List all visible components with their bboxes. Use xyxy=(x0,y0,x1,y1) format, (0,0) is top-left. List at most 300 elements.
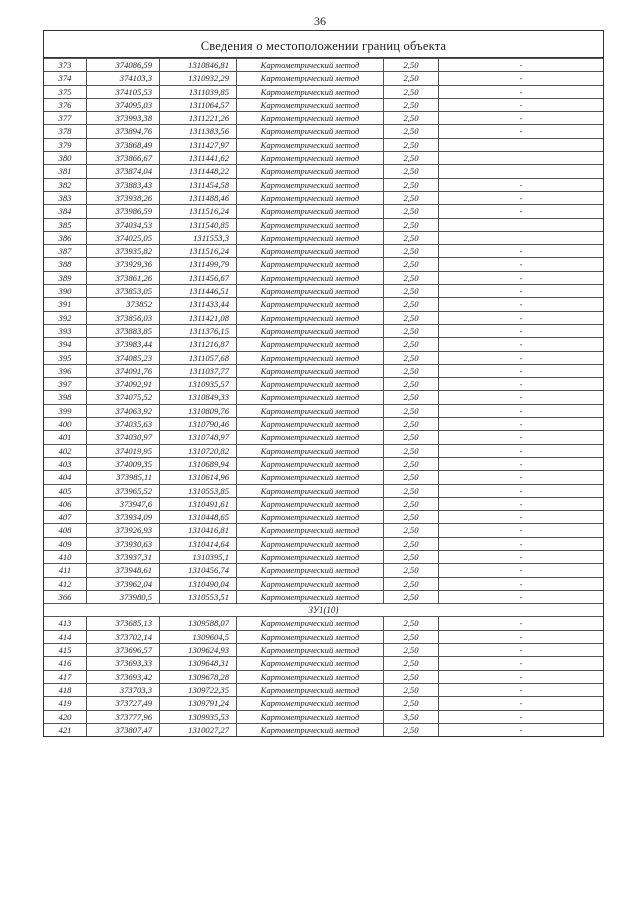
table-row xyxy=(44,165,603,178)
point-number-cell: 411 xyxy=(44,564,87,577)
table-row xyxy=(44,524,603,537)
y-coordinate-cell: 1310448,65 xyxy=(160,511,237,524)
x-coordinate-cell: 373696,57 xyxy=(87,644,160,657)
method-cell: Картометрический метод xyxy=(237,391,384,404)
x-coordinate-cell: 373866,67 xyxy=(87,152,160,165)
accuracy-cell: 2,50 xyxy=(384,471,439,484)
x-coordinate-cell: 373965,52 xyxy=(87,484,160,497)
note-cell: - xyxy=(439,404,604,417)
method-cell: Картометрический метод xyxy=(237,351,384,364)
method-cell: Картометрический метод xyxy=(237,298,384,311)
y-coordinate-cell: 1311427,97 xyxy=(160,138,237,151)
x-coordinate-cell: 373852 xyxy=(87,298,160,311)
y-coordinate-cell: 1310553,51 xyxy=(160,590,237,603)
y-coordinate-cell: 1309624,93 xyxy=(160,644,237,657)
accuracy-cell: 2,50 xyxy=(384,404,439,417)
table-row xyxy=(44,125,603,138)
note-cell: - xyxy=(439,670,604,683)
note-cell xyxy=(439,231,604,244)
method-cell: Картометрический метод xyxy=(237,404,384,417)
note-cell: - xyxy=(439,644,604,657)
x-coordinate-cell: 373983,44 xyxy=(87,338,160,351)
note-cell: - xyxy=(439,112,604,125)
accuracy-cell: 2,50 xyxy=(384,444,439,457)
method-cell: Картометрический метод xyxy=(237,537,384,550)
x-coordinate-cell: 373937,31 xyxy=(87,550,160,563)
note-cell: - xyxy=(439,577,604,590)
y-coordinate-cell: 1311441,62 xyxy=(160,152,237,165)
table-row xyxy=(44,670,603,683)
x-coordinate-cell: 373868,49 xyxy=(87,138,160,151)
method-cell: Картометрический метод xyxy=(237,444,384,457)
method-cell: Картометрический метод xyxy=(237,98,384,111)
note-cell: - xyxy=(439,511,604,524)
table-row xyxy=(44,723,603,736)
accuracy-cell: 2,50 xyxy=(384,338,439,351)
accuracy-cell: 2,50 xyxy=(384,564,439,577)
note-cell: - xyxy=(439,564,604,577)
note-cell: - xyxy=(439,285,604,298)
point-number-cell: 418 xyxy=(44,683,87,696)
accuracy-cell: 2,50 xyxy=(384,590,439,603)
point-number-cell: 408 xyxy=(44,524,87,537)
y-coordinate-cell: 1311064,57 xyxy=(160,98,237,111)
accuracy-cell: 2,50 xyxy=(384,524,439,537)
table-row xyxy=(44,444,603,457)
note-cell: - xyxy=(439,590,604,603)
note-cell: - xyxy=(439,497,604,510)
x-coordinate-cell: 374030,97 xyxy=(87,431,160,444)
method-cell: Картометрический метод xyxy=(237,191,384,204)
method-cell: Картометрический метод xyxy=(237,59,384,72)
table-row xyxy=(44,657,603,670)
point-number-cell: 419 xyxy=(44,697,87,710)
table-row xyxy=(44,205,603,218)
note-cell: - xyxy=(439,710,604,723)
note-cell: - xyxy=(439,351,604,364)
note-cell: - xyxy=(439,72,604,85)
x-coordinate-cell: 373727,49 xyxy=(87,697,160,710)
y-coordinate-cell: 1311037,77 xyxy=(160,364,237,377)
y-coordinate-cell: 1311448,22 xyxy=(160,165,237,178)
table-row xyxy=(44,391,603,404)
point-number-cell: 397 xyxy=(44,378,87,391)
x-coordinate-cell: 373930,63 xyxy=(87,537,160,550)
y-coordinate-cell: 1310689,94 xyxy=(160,457,237,470)
point-number-cell: 392 xyxy=(44,311,87,324)
y-coordinate-cell: 1310553,85 xyxy=(160,484,237,497)
x-coordinate-cell: 373985,11 xyxy=(87,471,160,484)
method-cell: Картометрический метод xyxy=(237,617,384,630)
y-coordinate-cell: 1311421,08 xyxy=(160,311,237,324)
note-cell xyxy=(439,218,604,231)
method-cell: Картометрический метод xyxy=(237,218,384,231)
accuracy-cell: 2,50 xyxy=(384,497,439,510)
table-row xyxy=(44,644,603,657)
table-row xyxy=(44,550,603,563)
point-number-cell: 410 xyxy=(44,550,87,563)
method-cell: Картометрический метод xyxy=(237,152,384,165)
point-number-cell: 413 xyxy=(44,617,87,630)
point-number-cell: 376 xyxy=(44,98,87,111)
note-cell: - xyxy=(439,205,604,218)
note-cell: - xyxy=(439,271,604,284)
accuracy-cell: 2,50 xyxy=(384,245,439,258)
table-row xyxy=(44,471,603,484)
method-cell: Картометрический метод xyxy=(237,205,384,218)
note-cell: - xyxy=(439,418,604,431)
point-number-cell: 393 xyxy=(44,324,87,337)
point-number-cell: 417 xyxy=(44,670,87,683)
method-cell: Картометрический метод xyxy=(237,258,384,271)
point-number-cell: 402 xyxy=(44,444,87,457)
coordinates-table xyxy=(44,58,603,736)
point-number-cell: 388 xyxy=(44,258,87,271)
method-cell: Картометрический метод xyxy=(237,644,384,657)
method-cell: Картометрический метод xyxy=(237,165,384,178)
method-cell: Картометрический метод xyxy=(237,564,384,577)
method-cell: Картометрический метод xyxy=(237,577,384,590)
y-coordinate-cell: 1310849,33 xyxy=(160,391,237,404)
accuracy-cell: 2,50 xyxy=(384,218,439,231)
note-cell: - xyxy=(439,550,604,563)
point-number-cell: 396 xyxy=(44,364,87,377)
accuracy-cell: 2,50 xyxy=(384,59,439,72)
accuracy-cell: 2,50 xyxy=(384,550,439,563)
x-coordinate-cell: 373685,13 xyxy=(87,617,160,630)
y-coordinate-cell: 1311383,56 xyxy=(160,125,237,138)
table-row xyxy=(44,537,603,550)
x-coordinate-cell: 373861,26 xyxy=(87,271,160,284)
accuracy-cell: 2,50 xyxy=(384,457,439,470)
point-number-cell: 386 xyxy=(44,231,87,244)
table-row xyxy=(44,378,603,391)
x-coordinate-cell: 373702,14 xyxy=(87,630,160,643)
y-coordinate-cell: 1310935,57 xyxy=(160,378,237,391)
x-coordinate-cell: 374092,91 xyxy=(87,378,160,391)
y-coordinate-cell: 1311456,67 xyxy=(160,271,237,284)
x-coordinate-cell: 373894,76 xyxy=(87,125,160,138)
note-cell: - xyxy=(439,431,604,444)
coordinates-table-frame xyxy=(43,30,604,737)
note-cell: - xyxy=(439,298,604,311)
accuracy-cell: 2,50 xyxy=(384,85,439,98)
table-row xyxy=(44,152,603,165)
method-cell: Картометрический метод xyxy=(237,723,384,736)
section-label: ЗУ1(10) xyxy=(44,604,603,617)
method-cell: Картометрический метод xyxy=(237,710,384,723)
x-coordinate-cell: 373856,03 xyxy=(87,311,160,324)
point-number-cell: 387 xyxy=(44,245,87,258)
point-number-cell: 399 xyxy=(44,404,87,417)
accuracy-cell: 2,50 xyxy=(384,298,439,311)
y-coordinate-cell: 1309791,24 xyxy=(160,697,237,710)
y-coordinate-cell: 1311216,87 xyxy=(160,338,237,351)
table-row xyxy=(44,697,603,710)
table-row xyxy=(44,418,603,431)
table-title: Сведения о местоположении границ объекта xyxy=(44,31,603,58)
point-number-cell: 373 xyxy=(44,59,87,72)
point-number-cell: 381 xyxy=(44,165,87,178)
method-cell: Картометрический метод xyxy=(237,484,384,497)
method-cell: Картометрический метод xyxy=(237,178,384,191)
note-cell: - xyxy=(439,191,604,204)
y-coordinate-cell: 1309722,35 xyxy=(160,683,237,696)
accuracy-cell: 2,50 xyxy=(384,311,439,324)
x-coordinate-cell: 374103,3 xyxy=(87,72,160,85)
table-row xyxy=(44,298,603,311)
y-coordinate-cell: 1311553,3 xyxy=(160,231,237,244)
accuracy-cell: 2,50 xyxy=(384,112,439,125)
note-cell: - xyxy=(439,723,604,736)
x-coordinate-cell: 373883,43 xyxy=(87,178,160,191)
note-cell: - xyxy=(439,683,604,696)
method-cell: Картометрический метод xyxy=(237,324,384,337)
table-row xyxy=(44,191,603,204)
point-number-cell: 375 xyxy=(44,85,87,98)
accuracy-cell: 2,50 xyxy=(384,378,439,391)
note-cell: - xyxy=(439,258,604,271)
accuracy-cell: 2,50 xyxy=(384,577,439,590)
method-cell: Картометрический метод xyxy=(237,271,384,284)
x-coordinate-cell: 374086,59 xyxy=(87,59,160,72)
note-cell xyxy=(439,138,604,151)
method-cell: Картометрический метод xyxy=(237,138,384,151)
y-coordinate-cell: 1310456,74 xyxy=(160,564,237,577)
accuracy-cell: 2,50 xyxy=(384,231,439,244)
point-number-cell: 394 xyxy=(44,338,87,351)
y-coordinate-cell: 1310027,27 xyxy=(160,723,237,736)
x-coordinate-cell: 374095,03 xyxy=(87,98,160,111)
note-cell: - xyxy=(439,178,604,191)
method-cell: Картометрический метод xyxy=(237,231,384,244)
accuracy-cell: 2,50 xyxy=(384,670,439,683)
note-cell: - xyxy=(439,378,604,391)
method-cell: Картометрический метод xyxy=(237,670,384,683)
accuracy-cell: 2,50 xyxy=(384,351,439,364)
x-coordinate-cell: 373693,42 xyxy=(87,670,160,683)
accuracy-cell: 2,50 xyxy=(384,391,439,404)
point-number-cell: 383 xyxy=(44,191,87,204)
accuracy-cell: 2,50 xyxy=(384,630,439,643)
method-cell: Картометрический метод xyxy=(237,85,384,98)
method-cell: Картометрический метод xyxy=(237,431,384,444)
x-coordinate-cell: 373926,93 xyxy=(87,524,160,537)
method-cell: Картометрический метод xyxy=(237,497,384,510)
x-coordinate-cell: 374085,23 xyxy=(87,351,160,364)
note-cell: - xyxy=(439,364,604,377)
note-cell: - xyxy=(439,98,604,111)
x-coordinate-cell: 373935,82 xyxy=(87,245,160,258)
table-row xyxy=(44,85,603,98)
table-row xyxy=(44,311,603,324)
point-number-cell: 379 xyxy=(44,138,87,151)
accuracy-cell: 2,50 xyxy=(384,191,439,204)
accuracy-cell: 2,50 xyxy=(384,205,439,218)
accuracy-cell: 2,50 xyxy=(384,617,439,630)
y-coordinate-cell: 1311540,85 xyxy=(160,218,237,231)
accuracy-cell: 2,50 xyxy=(384,125,439,138)
y-coordinate-cell: 1311454,58 xyxy=(160,178,237,191)
x-coordinate-cell: 374075,52 xyxy=(87,391,160,404)
table-row xyxy=(44,138,603,151)
y-coordinate-cell: 1310395,1 xyxy=(160,550,237,563)
method-cell: Картометрический метод xyxy=(237,697,384,710)
y-coordinate-cell: 1311039,85 xyxy=(160,85,237,98)
accuracy-cell: 2,50 xyxy=(384,138,439,151)
table-row xyxy=(44,404,603,417)
note-cell xyxy=(439,152,604,165)
table-row xyxy=(44,431,603,444)
x-coordinate-cell: 373947,6 xyxy=(87,497,160,510)
y-coordinate-cell: 1311057,68 xyxy=(160,351,237,364)
x-coordinate-cell: 373807,47 xyxy=(87,723,160,736)
table-row xyxy=(44,218,603,231)
point-number-cell: 377 xyxy=(44,112,87,125)
method-cell: Картометрический метод xyxy=(237,418,384,431)
method-cell: Картометрический метод xyxy=(237,364,384,377)
note-cell: - xyxy=(439,697,604,710)
note-cell: - xyxy=(439,338,604,351)
x-coordinate-cell: 373938,26 xyxy=(87,191,160,204)
note-cell: - xyxy=(439,85,604,98)
table-row xyxy=(44,285,603,298)
x-coordinate-cell: 373986,59 xyxy=(87,205,160,218)
x-coordinate-cell: 373693,33 xyxy=(87,657,160,670)
point-number-cell: 382 xyxy=(44,178,87,191)
x-coordinate-cell: 373883,85 xyxy=(87,324,160,337)
method-cell: Картометрический метод xyxy=(237,524,384,537)
y-coordinate-cell: 1310790,46 xyxy=(160,418,237,431)
x-coordinate-cell: 374091,76 xyxy=(87,364,160,377)
point-number-cell: 421 xyxy=(44,723,87,736)
y-coordinate-cell: 1309588,07 xyxy=(160,617,237,630)
method-cell: Картометрический метод xyxy=(237,338,384,351)
table-row xyxy=(44,98,603,111)
point-number-cell: 385 xyxy=(44,218,87,231)
x-coordinate-cell: 373962,04 xyxy=(87,577,160,590)
x-coordinate-cell: 374035,63 xyxy=(87,418,160,431)
accuracy-cell: 2,50 xyxy=(384,152,439,165)
note-cell: - xyxy=(439,59,604,72)
note-cell xyxy=(439,165,604,178)
point-number-cell: 366 xyxy=(44,590,87,603)
point-number-cell: 404 xyxy=(44,471,87,484)
method-cell: Картометрический метод xyxy=(237,550,384,563)
accuracy-cell: 2,50 xyxy=(384,431,439,444)
accuracy-cell: 2,50 xyxy=(384,484,439,497)
table-row xyxy=(44,59,603,72)
x-coordinate-cell: 373980,5 xyxy=(87,590,160,603)
accuracy-cell: 2,50 xyxy=(384,165,439,178)
point-number-cell: 414 xyxy=(44,630,87,643)
note-cell: - xyxy=(439,484,604,497)
method-cell: Картометрический метод xyxy=(237,683,384,696)
x-coordinate-cell: 373929,36 xyxy=(87,258,160,271)
method-cell: Картометрический метод xyxy=(237,285,384,298)
y-coordinate-cell: 1309604,5 xyxy=(160,630,237,643)
accuracy-cell: 2,50 xyxy=(384,657,439,670)
note-cell: - xyxy=(439,324,604,337)
y-coordinate-cell: 1310846,81 xyxy=(160,59,237,72)
accuracy-cell: 2,50 xyxy=(384,683,439,696)
y-coordinate-cell: 1311446,51 xyxy=(160,285,237,298)
table-row xyxy=(44,364,603,377)
y-coordinate-cell: 1311221,26 xyxy=(160,112,237,125)
point-number-cell: 405 xyxy=(44,484,87,497)
method-cell: Картометрический метод xyxy=(237,112,384,125)
y-coordinate-cell: 1310720,82 xyxy=(160,444,237,457)
y-coordinate-cell: 1311376,15 xyxy=(160,324,237,337)
point-number-cell: 380 xyxy=(44,152,87,165)
point-number-cell: 398 xyxy=(44,391,87,404)
note-cell: - xyxy=(439,311,604,324)
note-cell: - xyxy=(439,245,604,258)
x-coordinate-cell: 373934,09 xyxy=(87,511,160,524)
method-cell: Картометрический метод xyxy=(237,630,384,643)
point-number-cell: 403 xyxy=(44,457,87,470)
y-coordinate-cell: 1310414,64 xyxy=(160,537,237,550)
point-number-cell: 390 xyxy=(44,285,87,298)
x-coordinate-cell: 373948,61 xyxy=(87,564,160,577)
point-number-cell: 407 xyxy=(44,511,87,524)
method-cell: Картометрический метод xyxy=(237,471,384,484)
accuracy-cell: 2,50 xyxy=(384,178,439,191)
y-coordinate-cell: 1310748,97 xyxy=(160,431,237,444)
method-cell: Картометрический метод xyxy=(237,457,384,470)
table-row xyxy=(44,511,603,524)
x-coordinate-cell: 373993,38 xyxy=(87,112,160,125)
x-coordinate-cell: 373853,05 xyxy=(87,285,160,298)
accuracy-cell: 2,50 xyxy=(384,98,439,111)
y-coordinate-cell: 1309648,31 xyxy=(160,657,237,670)
note-cell: - xyxy=(439,630,604,643)
table-row xyxy=(44,338,603,351)
accuracy-cell: 2,50 xyxy=(384,723,439,736)
table-row xyxy=(44,577,603,590)
table-row xyxy=(44,351,603,364)
note-cell: - xyxy=(439,524,604,537)
point-number-cell: 401 xyxy=(44,431,87,444)
note-cell: - xyxy=(439,537,604,550)
table-row xyxy=(44,683,603,696)
y-coordinate-cell: 1309935,53 xyxy=(160,710,237,723)
accuracy-cell: 2,50 xyxy=(384,418,439,431)
method-cell: Картометрический метод xyxy=(237,378,384,391)
y-coordinate-cell: 1311499,79 xyxy=(160,258,237,271)
accuracy-cell: 2,50 xyxy=(384,364,439,377)
accuracy-cell: 2,50 xyxy=(384,697,439,710)
point-number-cell: 374 xyxy=(44,72,87,85)
note-cell: - xyxy=(439,444,604,457)
point-number-cell: 416 xyxy=(44,657,87,670)
method-cell: Картометрический метод xyxy=(237,125,384,138)
method-cell: Картометрический метод xyxy=(237,311,384,324)
note-cell: - xyxy=(439,657,604,670)
table-row xyxy=(44,324,603,337)
accuracy-cell: 2,50 xyxy=(384,511,439,524)
y-coordinate-cell: 1310932,29 xyxy=(160,72,237,85)
page-number: 36 xyxy=(314,14,326,28)
y-coordinate-cell: 1310416,81 xyxy=(160,524,237,537)
table-row xyxy=(44,497,603,510)
point-number-cell: 415 xyxy=(44,644,87,657)
table-row xyxy=(44,710,603,723)
table-row xyxy=(44,178,603,191)
y-coordinate-cell: 1311488,46 xyxy=(160,191,237,204)
note-cell: - xyxy=(439,125,604,138)
table-row xyxy=(44,484,603,497)
